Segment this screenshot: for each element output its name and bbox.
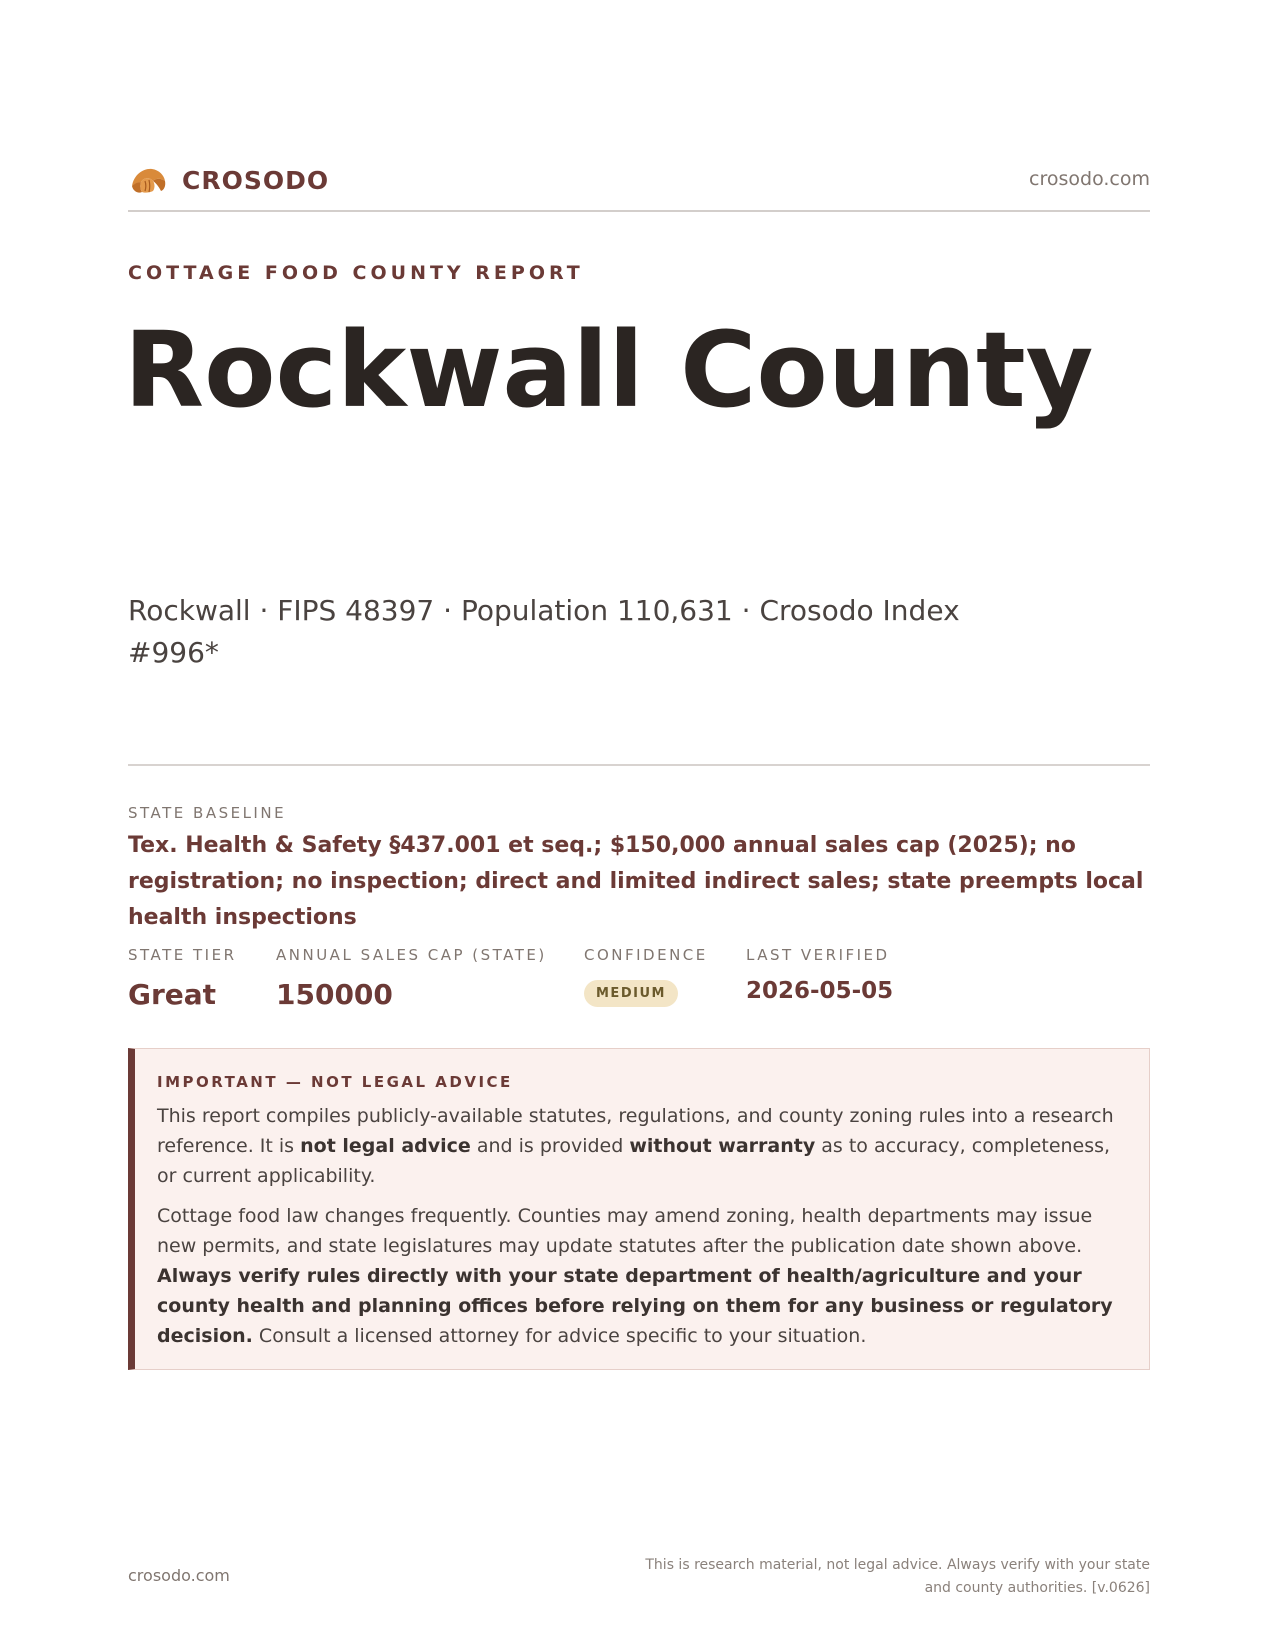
report-kicker: COTTAGE FOOD COUNTY REPORT [128, 262, 584, 284]
baseline-text: Tex. Health & Safety §437.001 et seq.; $150,000 annual sales cap (2025); no registration; no inspection; direct and limited indirect sales; state preempts local health inspections [128, 833, 1144, 930]
notice-text: This report compiles publicly-available statutes, regulations, and county zoning rules into a research reference. It is [157, 1105, 1114, 1157]
stat-sales-cap [276, 946, 547, 1011]
notice-text: Consult a licensed attorney for advice specific to your situation. [252, 1325, 867, 1347]
stat-label: CONFIDENCE [584, 946, 708, 964]
stat-confidence [584, 946, 708, 1007]
footer-disclaimer-line: and county authorities. [v.0626] [924, 1580, 1150, 1596]
footer-disclaimer-line: This is research material, not legal advice. Always verify with your state [645, 1557, 1150, 1573]
legal-notice [128, 1048, 1150, 1370]
notice-text: as to accuracy, completeness, or current applicability. [157, 1135, 1111, 1187]
notice-emphasis: without warranty [629, 1135, 816, 1157]
stat-label: STATE TIER [128, 946, 237, 964]
stats-row [128, 946, 1150, 1016]
stat-label: LAST VERIFIED [746, 946, 890, 964]
notice-title: IMPORTANT — NOT LEGAL ADVICE [157, 1073, 513, 1091]
header [128, 160, 1150, 200]
notice-emphasis: Always verify rules directly with your state department of health/agriculture and your county health and planning offices before relying on them for any business or regulatory decision. [157, 1265, 1113, 1347]
notice-paragraph [157, 1101, 1127, 1191]
notice-emphasis: not legal advice [300, 1135, 471, 1157]
brand [128, 160, 329, 200]
stat-label: ANNUAL SALES CAP (STATE) [276, 946, 547, 964]
header-divider [128, 210, 1150, 212]
footer-disclaimer [630, 1554, 1150, 1600]
stat-last-verified [746, 946, 893, 1004]
croissant-icon [128, 160, 168, 200]
section-divider [128, 764, 1150, 766]
stat-state-tier [128, 946, 237, 1011]
stat-value: 150000 [276, 978, 393, 1011]
brand-name: CROSODO [182, 165, 330, 195]
notice-text: Cottage food law changes frequently. Counties may amend zoning, health departments may issue new permits, and state legislatures may update statutes after the publication date shown above. [157, 1205, 1093, 1257]
notice-text: and is provided [470, 1135, 630, 1157]
stat-value: Great [128, 978, 217, 1011]
site-link[interactable]: crosodo.com [1029, 168, 1150, 190]
baseline-label: STATE BASELINE [128, 804, 287, 822]
footer-site-link[interactable]: crosodo.com [128, 1566, 230, 1585]
page-title: Rockwall County [124, 309, 1094, 431]
county-summary: Rockwall · FIPS 48397 · Population 110,631 · Crosodo Index #996* [128, 594, 960, 669]
notice-paragraph [157, 1201, 1127, 1351]
report-page [124, 0, 1150, 1650]
stat-value: 2026-05-05 [746, 978, 894, 1004]
confidence-badge: MEDIUM [584, 980, 678, 1007]
